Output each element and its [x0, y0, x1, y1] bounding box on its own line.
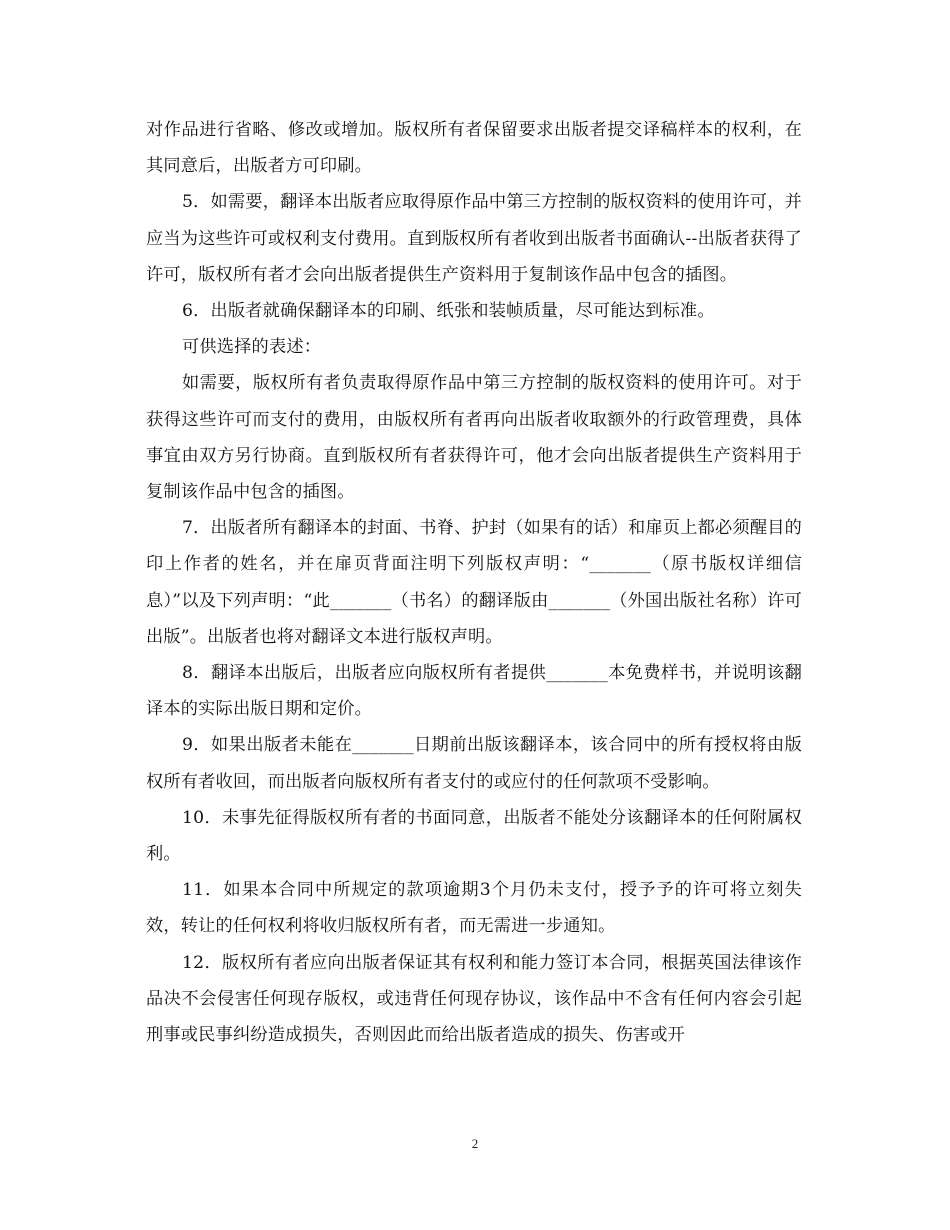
- paragraph-clause-8: 8．翻译本出版后，出版者应向版权所有者提供_______本免费样书，并说明该翻译本的实际出版日期和定价。: [146, 663, 802, 720]
- paragraph-clause-12: 12．版权所有者应向出版者保证其有权利和能力签订本合同，根据英国法律该作品决不会侵害任何现存版权，或违背任何现存协议，该作品中不含有任何内容会引起刑事或民事纠纷造成损失，否则因此而给出版者造成的损失、伤害或开: [146, 952, 802, 1046]
- paragraph-alternative-heading: 可供选择的表述：: [182, 337, 322, 358]
- page-number: 2: [471, 1136, 479, 1151]
- paragraph-clause-7: 7．出版者所有翻译本的封面、书脊、护封（如果有的话）和扉页上都必须醒目的印上作者的姓名，并在扉页背面注明下列版权声明：“_______（原书版权详细信息）”以及下列声明：“此_______（书名）的翻译版由_______（外国出版社名称）许可出版”。出版者也将对翻译文本进行版权声明。: [146, 518, 802, 647]
- paragraph-clause-9: 9．如果出版者未能在_______日期前出版该翻译本，该合同中的所有授权将由版权所有者收回，而出版者向版权所有者支付的或应付的任何款项不受影响。: [146, 735, 802, 792]
- document-body: [146, 112, 802, 1053]
- paragraph-clause-6: 6．出版者就确保翻译本的印刷、纸张和装帧质量，尽可能达到标准。: [182, 301, 715, 322]
- paragraph-clause-11: 11．如果本合同中所规定的款项逾期3个月仍未支付，授予予的许可将立刻失效，转让的任何权利将收归版权所有者，而无需进一步通知。: [146, 880, 802, 937]
- paragraph-clause-5: 5．如需要，翻译本出版者应取得原作品中第三方控制的版权资料的使用许可，并应当为这些许可或权利支付费用。直到版权所有者收到出版者书面确认--出版者获得了许可，版权所有者才会向出版者提供生产资料用于复制该作品中包含的插图。: [146, 192, 802, 285]
- paragraph-continuation: 对作品进行省略、修改或增加。版权所有者保留要求出版者提交译稿样本的权利，在其同意后，出版者方可印刷。: [146, 120, 802, 177]
- paragraph-alternative-text: 如需要，版权所有者负责取得原作品中第三方控制的版权资料的使用许可。对于获得这些许可而支付的费用，由版权所有者再向出版者收取额外的行政管理费，具体事宜由双方另行协商。直到版权所有者获得许可，他才会向出版者提供生产资料用于复制该作品中包含的插图。: [146, 373, 802, 503]
- paragraph-clause-10: 10．未事先征得版权所有者的书面同意，出版者不能处分该翻译本的任何附属权利。: [146, 807, 802, 865]
